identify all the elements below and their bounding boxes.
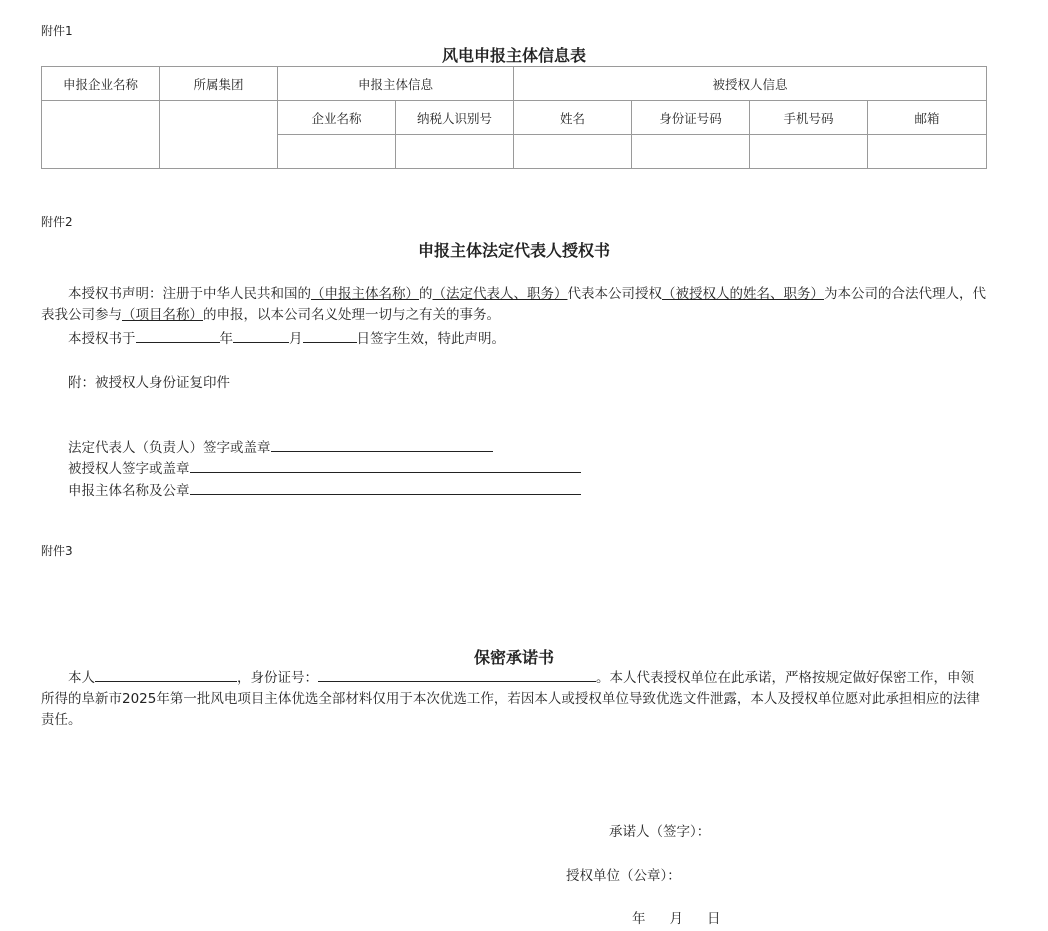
authorization-statement: 本授权书声明：注册于中华人民共和国的（申报主体名称）的（法定代表人、职务）代表本公司授权（被授权人的姓名、职务）为本公司的合法代理人，代表我公司参与（项目名称）的申报，以本公司名义处理一切与之有关的事务。 — [41, 286, 986, 323]
cell-phone[interactable] — [750, 135, 868, 169]
header-phone: 手机号码 — [750, 101, 868, 135]
day-blank[interactable] — [303, 329, 357, 343]
placeholder-legal-rep[interactable]: （法定代表人、职务） — [432, 286, 568, 302]
header-authorized-info: 被授权人信息 — [514, 67, 987, 101]
header-email: 邮箱 — [868, 101, 987, 135]
attachment-note: 附：被授权人身份证复印件 — [68, 375, 230, 391]
cell-applicant[interactable] — [42, 101, 160, 169]
header-subject-info: 申报主体信息 — [278, 67, 514, 101]
legal-rep-signature-field[interactable] — [271, 437, 493, 452]
annex3-label: 附件3 — [41, 544, 73, 558]
promisor-signature-label: 承诺人（签字）： — [609, 824, 711, 840]
header-name: 姓名 — [514, 101, 632, 135]
annex1-label: 附件1 — [41, 24, 73, 38]
authorized-signature-line: 被授权人签字或盖章 — [68, 457, 581, 477]
placeholder-authorized-person[interactable]: （被授权人的姓名、职务） — [662, 286, 824, 302]
authorized-signature-field[interactable] — [190, 458, 581, 473]
confidentiality-statement: 本人 ，身份证号： 。本人代表授权单位在此承诺，严格按规定做好保密工作，申领所得的阜新市2025年第一批风电项目主体优选全部材料仅用于本次优选工作，若因本人或授权单位导致优选文件泄露，本人及授权单位愿对此承担相应的法律责任。 — [41, 670, 980, 728]
id-number-blank[interactable] — [318, 668, 596, 682]
legal-rep-signature-line: 法定代表人（负责人）签字或盖章 — [68, 436, 493, 456]
promisor-name-blank[interactable] — [95, 668, 237, 682]
cell-email[interactable] — [868, 135, 987, 169]
annex3-title: 保密承诺书 — [473, 648, 554, 667]
annex1-title: 风电申报主体信息表 — [441, 46, 586, 65]
placeholder-project-name[interactable]: （项目名称） — [122, 307, 203, 323]
subject-seal-field[interactable] — [190, 480, 581, 495]
subject-info-table — [41, 66, 987, 169]
annex2-label: 附件2 — [41, 215, 73, 229]
promise-date: 年 月 日 — [632, 911, 721, 927]
annex2-title: 申报主体法定代表人授权书 — [417, 241, 610, 260]
header-group: 所属集团 — [160, 67, 278, 101]
year-blank[interactable] — [136, 329, 220, 343]
cell-tax-id[interactable] — [396, 135, 514, 169]
header-id-card: 身份证号码 — [632, 101, 750, 135]
month-blank[interactable] — [233, 329, 289, 343]
authorized-unit-seal-label: 授权单位（公章）： — [566, 868, 681, 884]
header-company-name: 企业名称 — [278, 101, 396, 135]
cell-company-name[interactable] — [278, 135, 396, 169]
cell-name[interactable] — [514, 135, 632, 169]
placeholder-subject-name[interactable]: （申报主体名称） — [311, 286, 419, 302]
header-tax-id: 纳税人识别号 — [396, 101, 514, 135]
cell-group[interactable] — [160, 101, 278, 169]
header-applicant: 申报企业名称 — [42, 67, 160, 101]
cell-id-card[interactable] — [632, 135, 750, 169]
subject-seal-line: 申报主体名称及公章 — [68, 479, 581, 499]
effective-date-line: 本授权书于 年 月 日签字生效，特此声明。 — [68, 331, 505, 347]
